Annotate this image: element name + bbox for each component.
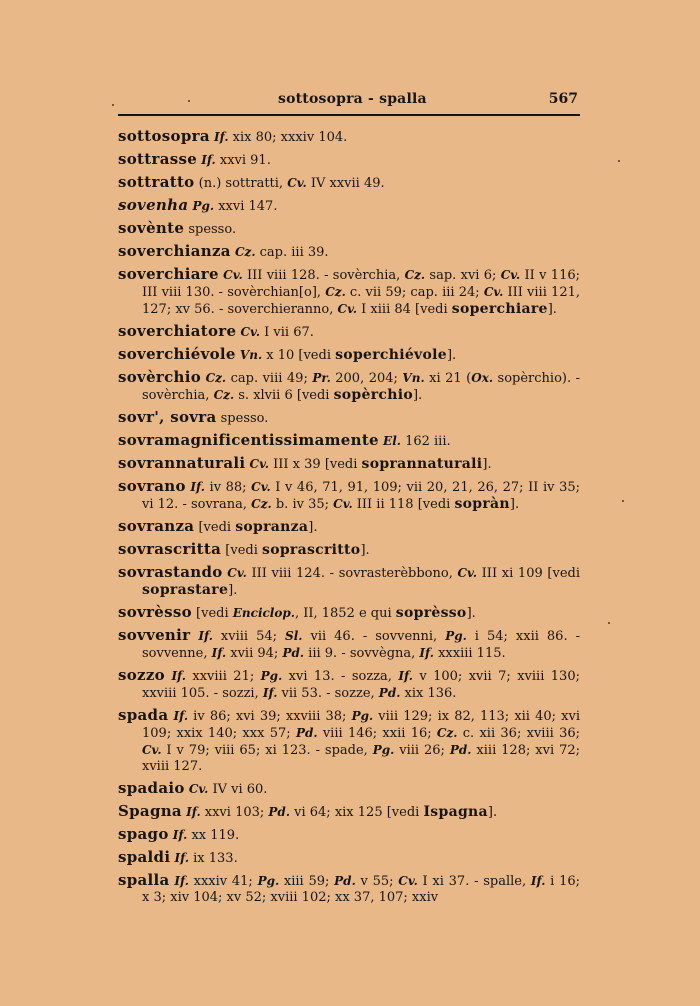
entry [118, 432, 580, 450]
entry-body: Cv. IV vi 60. [188, 782, 268, 797]
entry [118, 128, 580, 146]
entry-headword: sovr', sovra [118, 408, 217, 426]
entry-body: [vedi Enciclop., II, 1852 e qui [191, 606, 396, 621]
entry [118, 174, 580, 192]
entry-headword: Spagna [118, 802, 182, 820]
entry-body: If. xx 119. [172, 828, 240, 843]
entry-headword: spadaio [118, 779, 185, 797]
entry [118, 849, 580, 867]
entry-body: Cv. III viii 128. - sovèrchia, Cz. sap. xvi 6; Cv. II v 116; III viii 130. - sovèrchian[o], Cz. c. vii 59; cap. iii 24; Cv. III viii 121, 127; xv 56. - soverchieranno, Cv. I xiii 84 [vedi [142, 268, 580, 317]
entry [118, 627, 580, 662]
entry-cross-reference: sopranza [235, 519, 309, 535]
entry: sovrastando Cv. III viii 124. - sovrasterèbbono, Cv. III xi 109 [vedi soprastare]. [118, 563, 580, 598]
entry-body: [vedi [194, 520, 236, 535]
entry-headword: spago [118, 825, 169, 843]
entry [118, 707, 580, 775]
entry [118, 409, 580, 427]
entry-body: If. iv 86; xvi 39; xxviii 38; Pg. viii 129; ix 82, 113; xii 40; xvi 109; xxix 140; xxx 57; Pd. viii 146; xxii 16; Cz. c. xii 36; xviii 36; Cv. I v 79; viii 65; xi 123. - spade, Pg. viii 26; Pd. xiii 128; xvi 72; xviii 127. [142, 709, 580, 774]
entry-body: Vn. x 10 [vedi [239, 348, 336, 363]
entry: sovranza [vedi sopranza]. [118, 517, 318, 535]
entry: sovrascritta [vedi soprascritto]. [118, 540, 370, 558]
page-header [118, 88, 580, 116]
entry-body: Cv. III x 39 [vedi [249, 457, 362, 472]
entry-body: If. ix 133. [174, 851, 238, 866]
entry-headword: spada [118, 706, 169, 724]
entry-body: Cv. III viii 124. - sovrasterèbbono, Cv. III xi 109 [vedi [227, 566, 580, 581]
entry-body: If. xxvi 91. [201, 153, 271, 168]
entry-body: spesso. [216, 411, 269, 426]
entry-headword: spaldi [118, 848, 171, 866]
entry-headword: sovèrchio [118, 368, 202, 386]
entry: soverchiare Cv. III viii 128. - sovèrchia, Cz. sap. xvi 6; Cv. II v 116; III viii 130. - sovèrchian[o], Cz. c. vii 59; cap. iii 24; Cv. III viii 121, 127; xv 56. - soverchieranno, Cv. I xiii 84 [vedi soperchiare]. [118, 265, 580, 317]
entry-headword: sovvenir [118, 626, 191, 644]
entry-headword: sovrastando [118, 563, 223, 581]
entry-cross-reference: sopèrchio [333, 387, 413, 403]
entry-body: [vedi [221, 543, 263, 558]
entry-body: If. xxxiv 41; Pg. xiii 59; Pd. v 55; Cv. I xi 37. - spalle, If. i 16; x 3; xiv 104; xv 52; xviii 102; xx 37, 107; xxiv [142, 874, 581, 905]
entry [118, 780, 580, 798]
entry-headword: sozzo [118, 666, 165, 684]
entry-headword: sottratto [118, 173, 195, 191]
entry-body: If. xxvi 103; Pd. vi 64; xix 125 [vedi [186, 805, 424, 820]
entry-headword: sovranza [118, 517, 195, 535]
entry-headword: sovènte [118, 219, 185, 237]
entry-body: If. iv 88; Cv. I v 46, 71, 91, 109; vii 20, 21, 26, 27; II iv 35; vi 12. - sovrana, Cz. b. iv 35; Cv. III ii 118 [vedi [142, 480, 580, 512]
entry-body: (n.) sottratti, Cv. IV xxvii 49. [194, 176, 385, 191]
entry-headword: soverchiévole [118, 345, 236, 363]
entry [118, 323, 580, 341]
entry-cross-reference: soprannaturali [361, 456, 483, 472]
entry [118, 151, 580, 169]
entry [118, 872, 580, 906]
entry-cross-reference: soprèsso [395, 605, 467, 621]
entry-headword: spalla [118, 871, 170, 889]
entry-body: If. xix 80; xxxiv 104. [214, 130, 348, 145]
entry-headword: sottosopra [118, 127, 210, 145]
entry [118, 220, 580, 238]
entry: Spagna If. xxvi 103; Pd. vi 64; xix 125 [vedi Ispagna]. [118, 802, 498, 820]
entry-cross-reference: Ispagna [423, 804, 488, 820]
dictionary-entries [118, 128, 580, 911]
entry-headword: sovenha [118, 196, 189, 214]
entry-headword: sovrèsso [118, 603, 192, 621]
entry-body: spesso. [184, 222, 237, 237]
entry-headword: soverchiare [118, 265, 219, 283]
entry-cross-reference: soperchiare [451, 301, 548, 317]
running-title: sottosopra - spalla [278, 91, 427, 107]
entry-body: Cz. cap. iii 39. [234, 245, 329, 260]
entry-body: Cz. cap. viii 49; Pr. 200, 204; Vn. xi 21 (Ox. sopèrchio). - sovèrchia, Cz. s. xlvii 6 [vedi [142, 371, 580, 403]
entry-cross-reference: sopràn [454, 496, 510, 512]
entry [118, 243, 580, 261]
entry-cross-reference: soprascritto [262, 542, 361, 558]
entry-body: If. xxviii 21; Pg. xvi 13. - sozza, If. v 100; xvii 7; xviii 130; xxviii 105. - sozzi, If. vii 53. - sozze, Pd. xix 136. [142, 669, 580, 701]
entry-headword: sovrano [118, 477, 186, 495]
entry-headword: sovramagnificentissimamente [118, 431, 379, 449]
page-number: 567 [548, 91, 578, 107]
entry-body: Cv. I vii 67. [240, 325, 314, 340]
entry [118, 826, 580, 844]
entry [118, 197, 580, 215]
entry-headword: sovrannaturali [118, 454, 246, 472]
entry: sovèrchio Cz. cap. viii 49; Pr. 200, 204; Vn. xi 21 (Ox. sopèrchio). - sovèrchia, Cz. s. xlvii 6 [vedi sopèrchio]. [118, 368, 580, 403]
entry-headword: sottrasse [118, 150, 198, 168]
entry-body: If. xviii 54; Sl. vii 46. - sovvenni, Pg. i 54; xxii 86. - sovvenne, If. xvii 94; Pd. iii 9. - sovvègna, If. xxxiii 115. [142, 629, 580, 661]
entry: sovrèsso [vedi Enciclop., II, 1852 e qui soprèsso]. [118, 603, 476, 621]
entry [118, 667, 580, 702]
entry-headword: sovrascritta [118, 540, 222, 558]
entry-headword: soverchiatore [118, 322, 237, 340]
entry-body: Pg. xxvi 147. [192, 199, 278, 214]
entry-cross-reference: soprastare [142, 582, 229, 598]
entry-body: El. 162 iii. [383, 434, 451, 449]
entry: sovrano If. iv 88; Cv. I v 46, 71, 91, 109; vii 20, 21, 26, 27; II iv 35; vi 12. - sovrana, Cz. b. iv 35; Cv. III ii 118 [vedi sopràn]. [118, 477, 580, 512]
entry-cross-reference: soperchiévole [335, 347, 447, 363]
entry-headword: soverchianza [118, 242, 231, 260]
entry: soverchiévole Vn. x 10 [vedi soperchiévole]. [118, 345, 457, 363]
entry: sovrannaturali Cv. III x 39 [vedi soprannaturali]. [118, 454, 492, 472]
